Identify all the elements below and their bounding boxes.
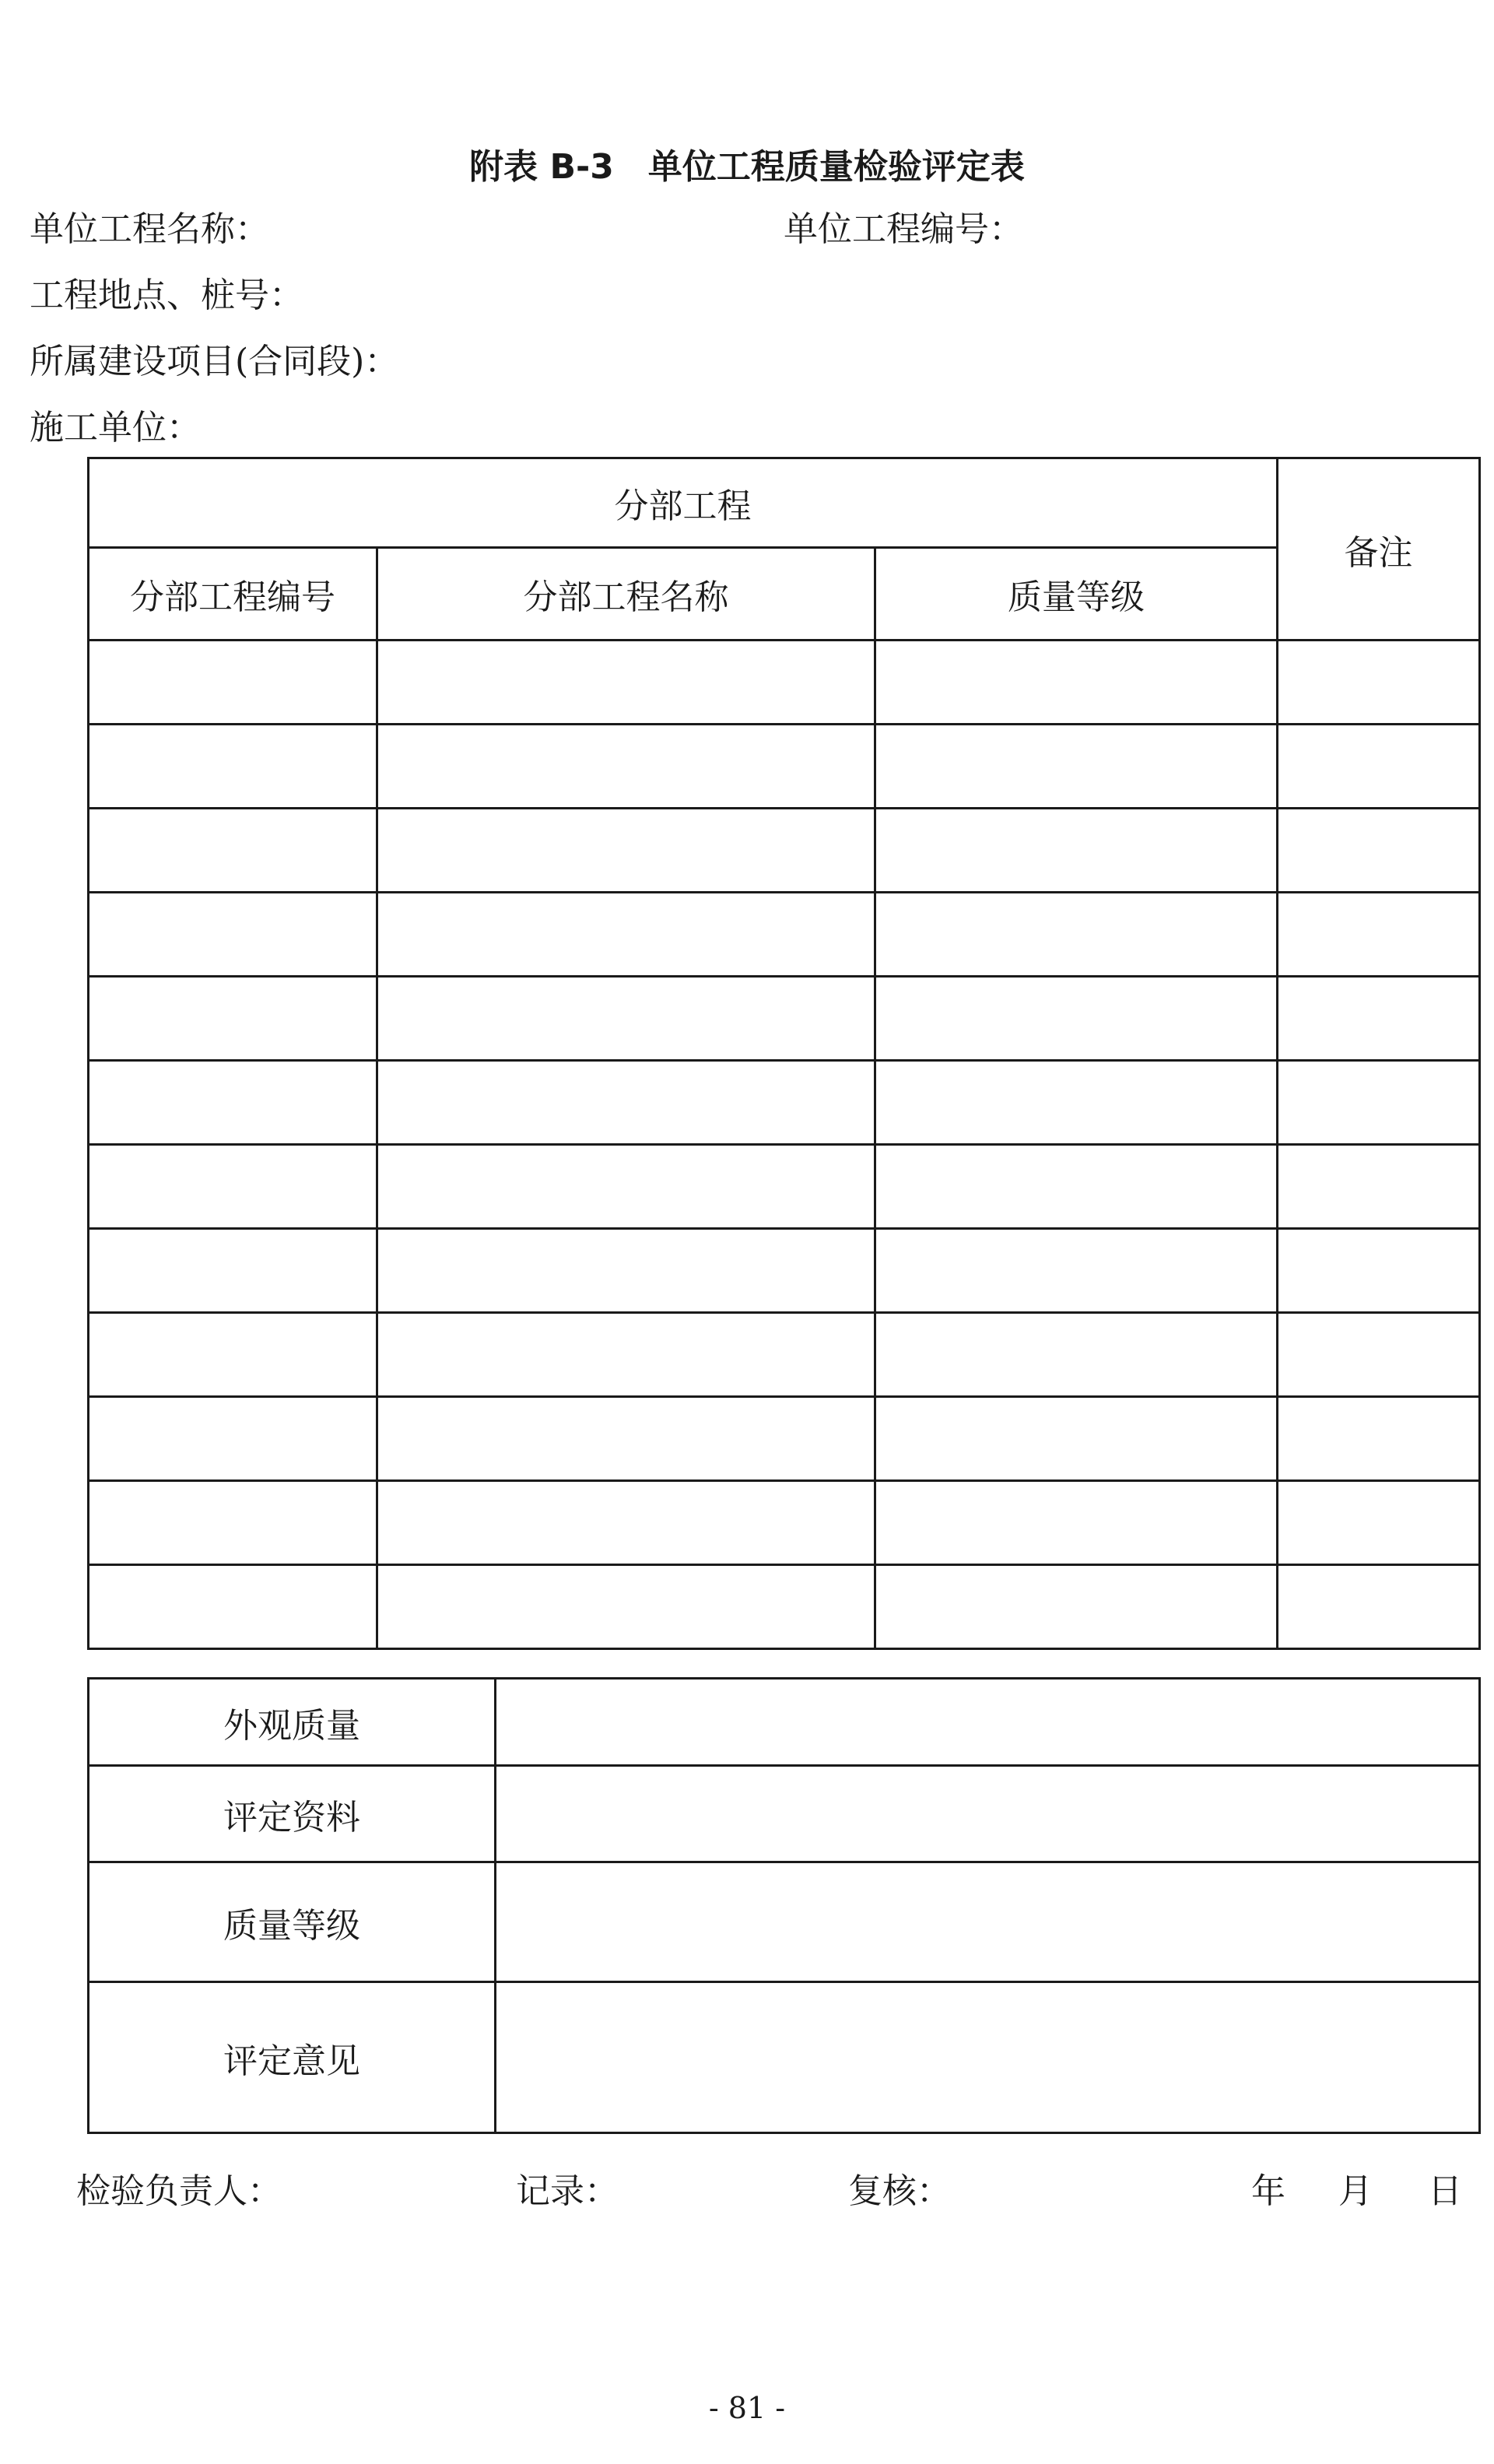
table-row: [89, 725, 1480, 809]
month-label: 月: [1338, 2171, 1373, 2211]
reviewer-label: 复核：: [848, 2171, 951, 2211]
inspector-label: 检验负责人：: [76, 2171, 282, 2211]
grade-cell[interactable]: [875, 1061, 1278, 1145]
remarks-cell[interactable]: [1278, 1481, 1480, 1565]
remarks-header-cell: 备注: [1278, 458, 1480, 641]
remarks-cell[interactable]: [1278, 1397, 1480, 1481]
table-row: [89, 1481, 1480, 1565]
name-cell[interactable]: [377, 1397, 875, 1481]
number-cell[interactable]: [89, 1397, 377, 1481]
grade-cell[interactable]: [875, 725, 1278, 809]
number-cell[interactable]: [89, 1061, 377, 1145]
name-cell[interactable]: [377, 1565, 875, 1649]
grade-cell[interactable]: [875, 809, 1278, 893]
name-cell[interactable]: [377, 1061, 875, 1145]
number-cell[interactable]: [89, 1313, 377, 1397]
day-label: 日: [1428, 2171, 1462, 2211]
number-cell[interactable]: [89, 893, 377, 977]
remarks-cell[interactable]: [1278, 893, 1480, 977]
name-cell[interactable]: [377, 641, 875, 725]
table-row: [89, 1229, 1480, 1313]
location-label: 工程地点、桩号：: [30, 276, 303, 315]
name-cell[interactable]: [377, 1145, 875, 1229]
grade-cell[interactable]: [875, 641, 1278, 725]
name-cell[interactable]: [377, 725, 875, 809]
number-cell[interactable]: [89, 1229, 377, 1313]
table-row: [89, 1565, 1480, 1649]
grade-cell[interactable]: [875, 1145, 1278, 1229]
evaluation-documents-value[interactable]: [496, 1766, 1480, 1862]
number-cell[interactable]: [89, 641, 377, 725]
table-row: [89, 1397, 1480, 1481]
number-cell[interactable]: [89, 977, 377, 1061]
table-row: [89, 1145, 1480, 1229]
remarks-cell[interactable]: [1278, 641, 1480, 725]
remarks-cell[interactable]: [1278, 809, 1480, 893]
table-row: [89, 893, 1480, 977]
remarks-cell[interactable]: [1278, 1313, 1480, 1397]
page-number: - 81 -: [708, 2391, 786, 2425]
name-cell[interactable]: [377, 1481, 875, 1565]
year-label: 年: [1251, 2171, 1285, 2211]
table-row: [89, 977, 1480, 1061]
subproject-table: [87, 457, 1481, 1650]
remarks-cell[interactable]: [1278, 977, 1480, 1061]
table-row: [89, 1061, 1480, 1145]
summary-table: [87, 1677, 1481, 2134]
name-cell[interactable]: [377, 893, 875, 977]
unit-name-label: 单位工程名称：: [30, 209, 269, 249]
quality-grade-label: 质量等级: [89, 1862, 496, 1982]
name-cell[interactable]: [377, 977, 875, 1061]
unit-number-label: 单位工程编号：: [784, 209, 1023, 249]
appearance-quality-value[interactable]: [496, 1679, 1480, 1766]
group-header-cell: 分部工程: [89, 458, 1278, 548]
grade-cell[interactable]: [875, 1229, 1278, 1313]
contractor-label: 施工单位：: [30, 408, 201, 448]
remarks-cell[interactable]: [1278, 1145, 1480, 1229]
page-title: 附表 B-3 单位工程质量检验评定表: [469, 147, 1025, 187]
name-cell[interactable]: [377, 1313, 875, 1397]
grade-cell[interactable]: [875, 1565, 1278, 1649]
remarks-cell[interactable]: [1278, 1565, 1480, 1649]
remarks-cell[interactable]: [1278, 1229, 1480, 1313]
number-cell[interactable]: [89, 809, 377, 893]
name-cell[interactable]: [377, 1229, 875, 1313]
number-cell[interactable]: [89, 1565, 377, 1649]
number-cell[interactable]: [89, 1145, 377, 1229]
remarks-cell[interactable]: [1278, 725, 1480, 809]
column-header-name: 分部工程名称: [377, 548, 875, 641]
name-cell[interactable]: [377, 809, 875, 893]
evaluation-opinion-value[interactable]: [496, 1982, 1480, 2133]
column-header-grade: 质量等级: [875, 548, 1278, 641]
table-row: [89, 809, 1480, 893]
number-cell[interactable]: [89, 725, 377, 809]
table-row: [89, 641, 1480, 725]
evaluation-opinion-label: 评定意见: [89, 1982, 496, 2133]
grade-cell[interactable]: [875, 1313, 1278, 1397]
project-label: 所属建设项目(合同段)：: [30, 342, 399, 381]
grade-cell[interactable]: [875, 1397, 1278, 1481]
grade-cell[interactable]: [875, 977, 1278, 1061]
quality-grade-value[interactable]: [496, 1862, 1480, 1982]
remarks-cell[interactable]: [1278, 1061, 1480, 1145]
column-header-number: 分部工程编号: [89, 548, 377, 641]
evaluation-documents-label: 评定资料: [89, 1766, 496, 1862]
recorder-label: 记录：: [516, 2171, 619, 2211]
appearance-quality-label: 外观质量: [89, 1679, 496, 1766]
table-row: [89, 1313, 1480, 1397]
grade-cell[interactable]: [875, 893, 1278, 977]
grade-cell[interactable]: [875, 1481, 1278, 1565]
number-cell[interactable]: [89, 1481, 377, 1565]
